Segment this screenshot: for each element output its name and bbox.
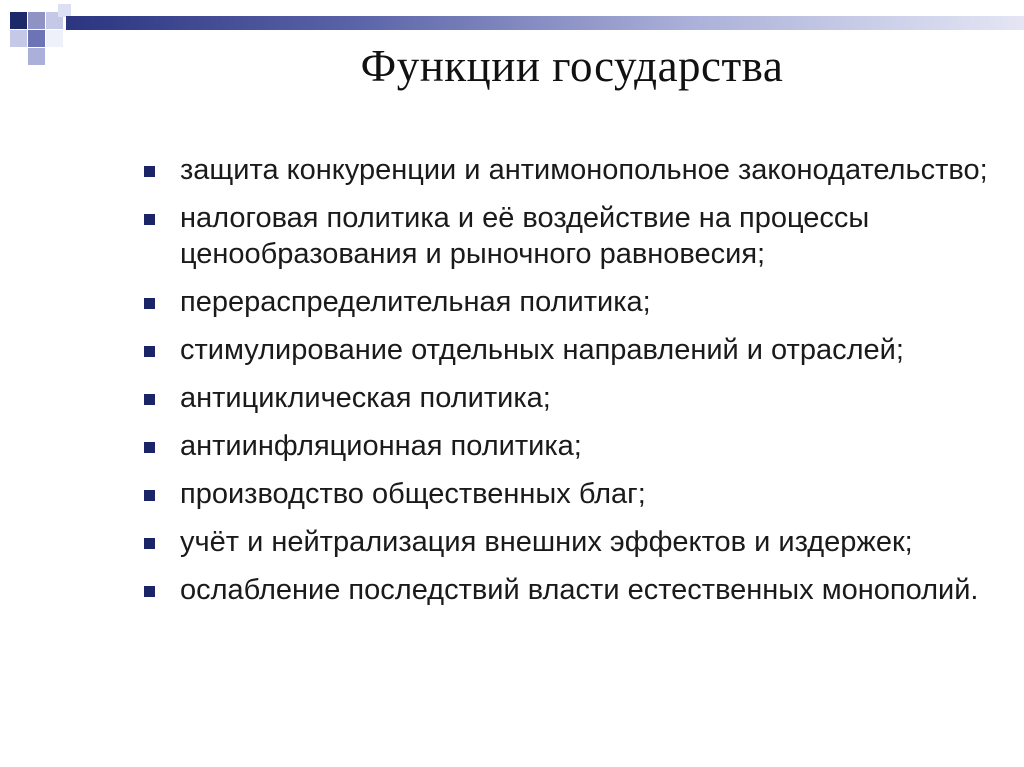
square-bullet-icon xyxy=(144,214,155,225)
square-bullet-icon xyxy=(144,298,155,309)
bullet-item xyxy=(140,332,990,368)
bullet-text: ослабление последствий власти естественных монополий. xyxy=(180,574,979,606)
square-bullet-icon xyxy=(144,538,155,549)
square-bullet-icon xyxy=(144,442,155,453)
bullet-item xyxy=(140,428,990,464)
bullet-text: антициклическая политика; xyxy=(180,382,551,414)
square-bullet-icon xyxy=(144,346,155,357)
bullet-text: производство общественных благ; xyxy=(180,478,646,510)
decor-square xyxy=(10,12,27,29)
bullet-item xyxy=(140,200,990,272)
square-bullet-icon xyxy=(144,586,155,597)
bullet-text: защита конкуренции и антимонопольное законодательство; xyxy=(180,154,988,186)
slide-title: Функции государства xyxy=(360,41,784,91)
bullet-text: налоговая политика и её воздействие на процессы ценообразования и рыночного равновесия; xyxy=(180,202,870,270)
square-bullet-icon xyxy=(144,166,155,177)
bullet-text: стимулирование отдельных направлений и отраслей; xyxy=(180,334,904,366)
bullet-item xyxy=(140,476,990,512)
bullet-list xyxy=(140,152,990,620)
header-gradient-bar xyxy=(66,16,1024,30)
bullet-item xyxy=(140,284,990,320)
decor-square xyxy=(28,12,45,29)
bullet-item xyxy=(140,380,990,416)
bullet-text: перераспределительная политика; xyxy=(180,286,651,318)
bullet-item xyxy=(140,572,990,608)
square-bullet-icon xyxy=(144,394,155,405)
bullet-item xyxy=(140,524,990,560)
bullet-text: антиинфляционная политика; xyxy=(180,430,582,462)
bullet-text: учёт и нейтрализация внешних эффектов и издержек; xyxy=(180,526,913,558)
square-bullet-icon xyxy=(144,490,155,501)
bullet-item xyxy=(140,152,990,188)
